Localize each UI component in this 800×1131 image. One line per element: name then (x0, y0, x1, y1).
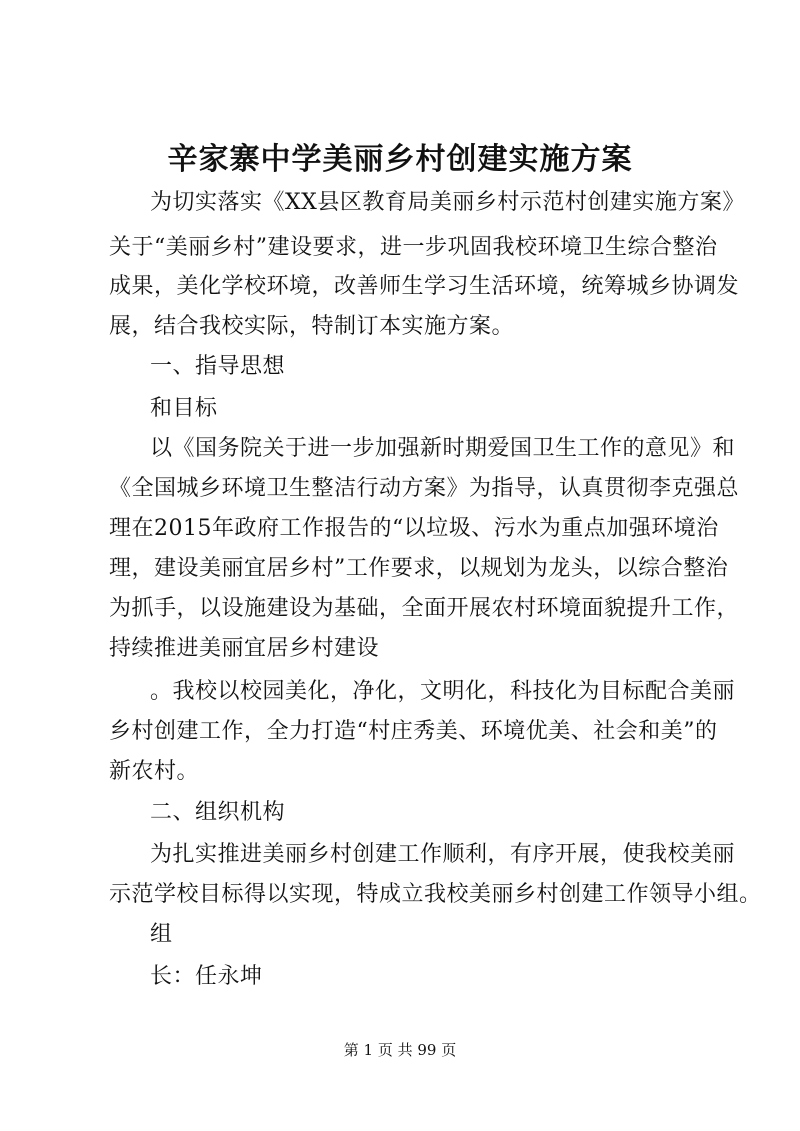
body-line: 新农村。 (109, 759, 200, 784)
document-title: 辛家寨中学美丽乡村创建实施方案 (167, 142, 633, 177)
body-line: 以《国务院关于进一步加强新时期爱国卫生工作的意见》和 (150, 436, 736, 461)
body-line: 为抓手，以设施建设为基础，全面开展农村环境面貌提升工作， (109, 596, 740, 621)
section-heading: 一、指导思想 (150, 354, 286, 379)
body-line: 长：任永坤 (150, 964, 263, 989)
body-line: 成果，美化学校环境，改善师生学习生活环境，统筹城乡协调发 (109, 274, 740, 299)
body-line: 组 (150, 922, 173, 947)
body-line: 理，建设美丽宜居乡村”工作要求，以规划为龙头，以综合整治 (109, 556, 729, 581)
body-line: 示范学校目标得以实现，特成立我校美丽乡村创建工作领导小组。 (109, 882, 762, 907)
body-line: 为切实落实《XX县区教育局美丽乡村示范村创建实施方案》 (150, 190, 745, 215)
body-line: 《全国城乡环境卫生整洁行动方案》为指导，认真贯彻李克强总 (109, 476, 740, 501)
body-line: 。我校以校园美化，净化，文明化，科技化为目标配合美丽 (150, 679, 736, 704)
body-line: 为扎实推进美丽乡村创建工作顺利，有序开展，使我校美丽 (150, 842, 736, 867)
body-line: 理在2015年政府工作报告的“以垃圾、污水为重点加强环境治 (109, 516, 719, 541)
section-heading: 和目标 (150, 396, 218, 421)
body-line: 乡村创建工作，全力打造“村庄秀美、环境优美、社会和美”的 (109, 719, 718, 744)
body-line: 持续推进美丽宜居乡村建设 (109, 636, 380, 661)
body-line: 关于“美丽乡村”建设要求，进一步巩固我校环境卫生综合整治 (109, 235, 718, 260)
body-line: 展，结合我校实际，特制订本实施方案。 (109, 314, 515, 339)
page-footer: 第 1 页 共 99 页 (343, 1041, 457, 1059)
section-heading: 二、组织机构 (150, 800, 286, 825)
